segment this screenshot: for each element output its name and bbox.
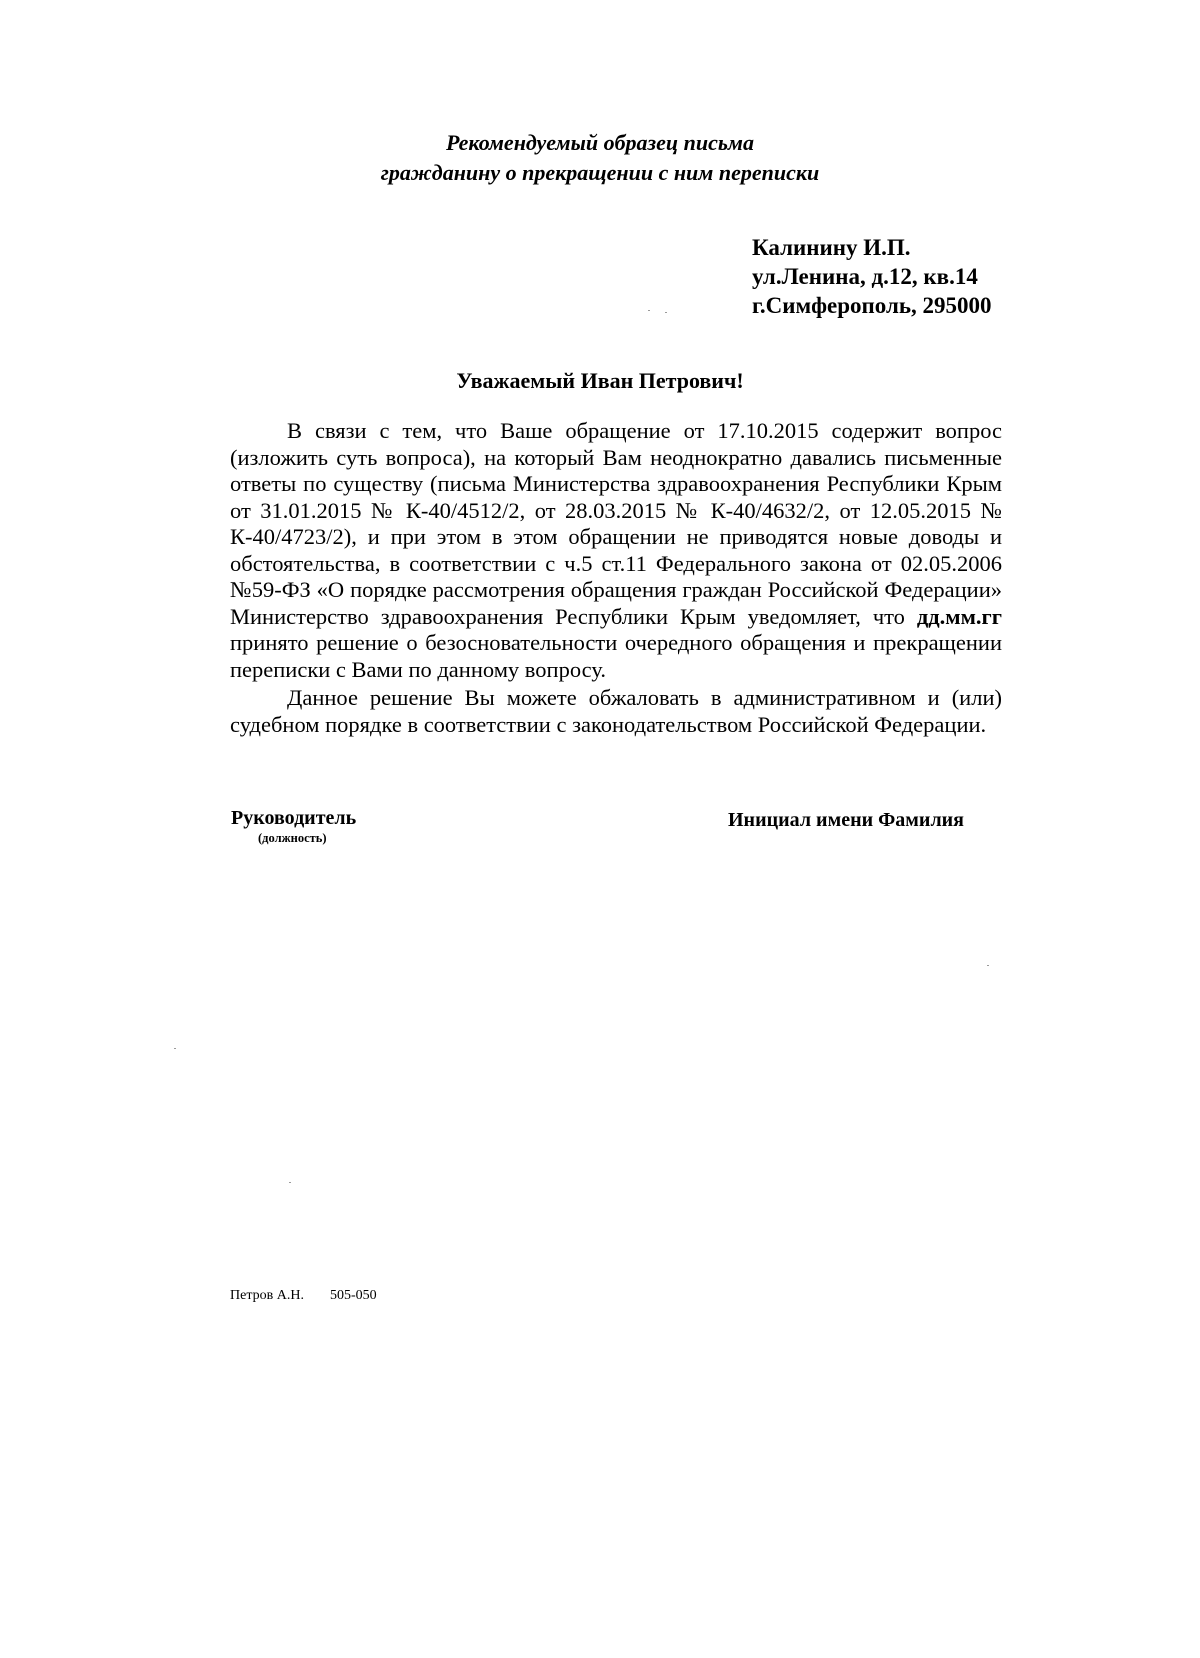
recipient-name: Калинину И.П. <box>752 235 911 260</box>
executor-phone: 505-050 <box>329 1288 377 1303</box>
body-p1-after: принято решение о безосновательности очередного обращения и прекращении переписки с Вами по данному вопросу. <box>230 630 1002 682</box>
signature-position-hint: (должность) <box>258 831 327 845</box>
scan-speck <box>665 312 667 313</box>
executor-line <box>230 1287 377 1305</box>
heading-line-2: гражданину о прекращении с ним переписки <box>380 160 820 185</box>
decision-date: дд.мм.гг <box>916 603 1002 629</box>
scan-speck <box>174 1048 176 1049</box>
signature-name: Инициал имени Фамилия <box>728 809 965 831</box>
recipient-address <box>752 233 992 320</box>
heading-line-1: Рекомендуемый образец письма <box>445 130 755 155</box>
letter-heading <box>0 128 1200 188</box>
recipient-street: ул.Ленина, д.12, кв.14 <box>752 264 978 289</box>
signature-position: Руководитель <box>231 807 357 829</box>
salutation: Уважаемый Иван Петрович! <box>456 368 744 393</box>
letter-body <box>230 418 1002 738</box>
signature-position-block <box>231 806 356 846</box>
scan-speck <box>289 1182 291 1183</box>
body-p1-before: В связи с тем, что Ваше обращение от 17.10.2015 содержит вопрос (изложить суть вопроса), на который Вам неоднократно давались письменные ответы по существу (письма Министерства здравоохранения Республики Крым от 31.01.2015 № К-40/4512/2, от 28.03.2015 № К-40/4632/2, от 12.05.2015 № К-40/4723/2), и при этом в этом обращении не приводятся новые доводы и обстоятельства, в соответствии с ч.5 ст.11 Федерального закона от 02.05.2006 №59-ФЗ «О порядке рассмотрения обращения граждан Российской Федерации» Министерство здравоохранения Республики Крым уведомляет, что <box>230 418 1002 629</box>
scan-speck <box>987 965 989 966</box>
scan-speck <box>648 310 650 311</box>
recipient-city: г.Симферополь, 295000 <box>752 293 992 318</box>
executor-name: Петров А.Н. <box>230 1288 304 1303</box>
body-paragraph-2: Данное решение Вы можете обжаловать в административном и (или) судебном порядке в соответствии с законодательством Российской Федерации. <box>230 685 1002 737</box>
body-paragraph-1 <box>230 418 1002 683</box>
